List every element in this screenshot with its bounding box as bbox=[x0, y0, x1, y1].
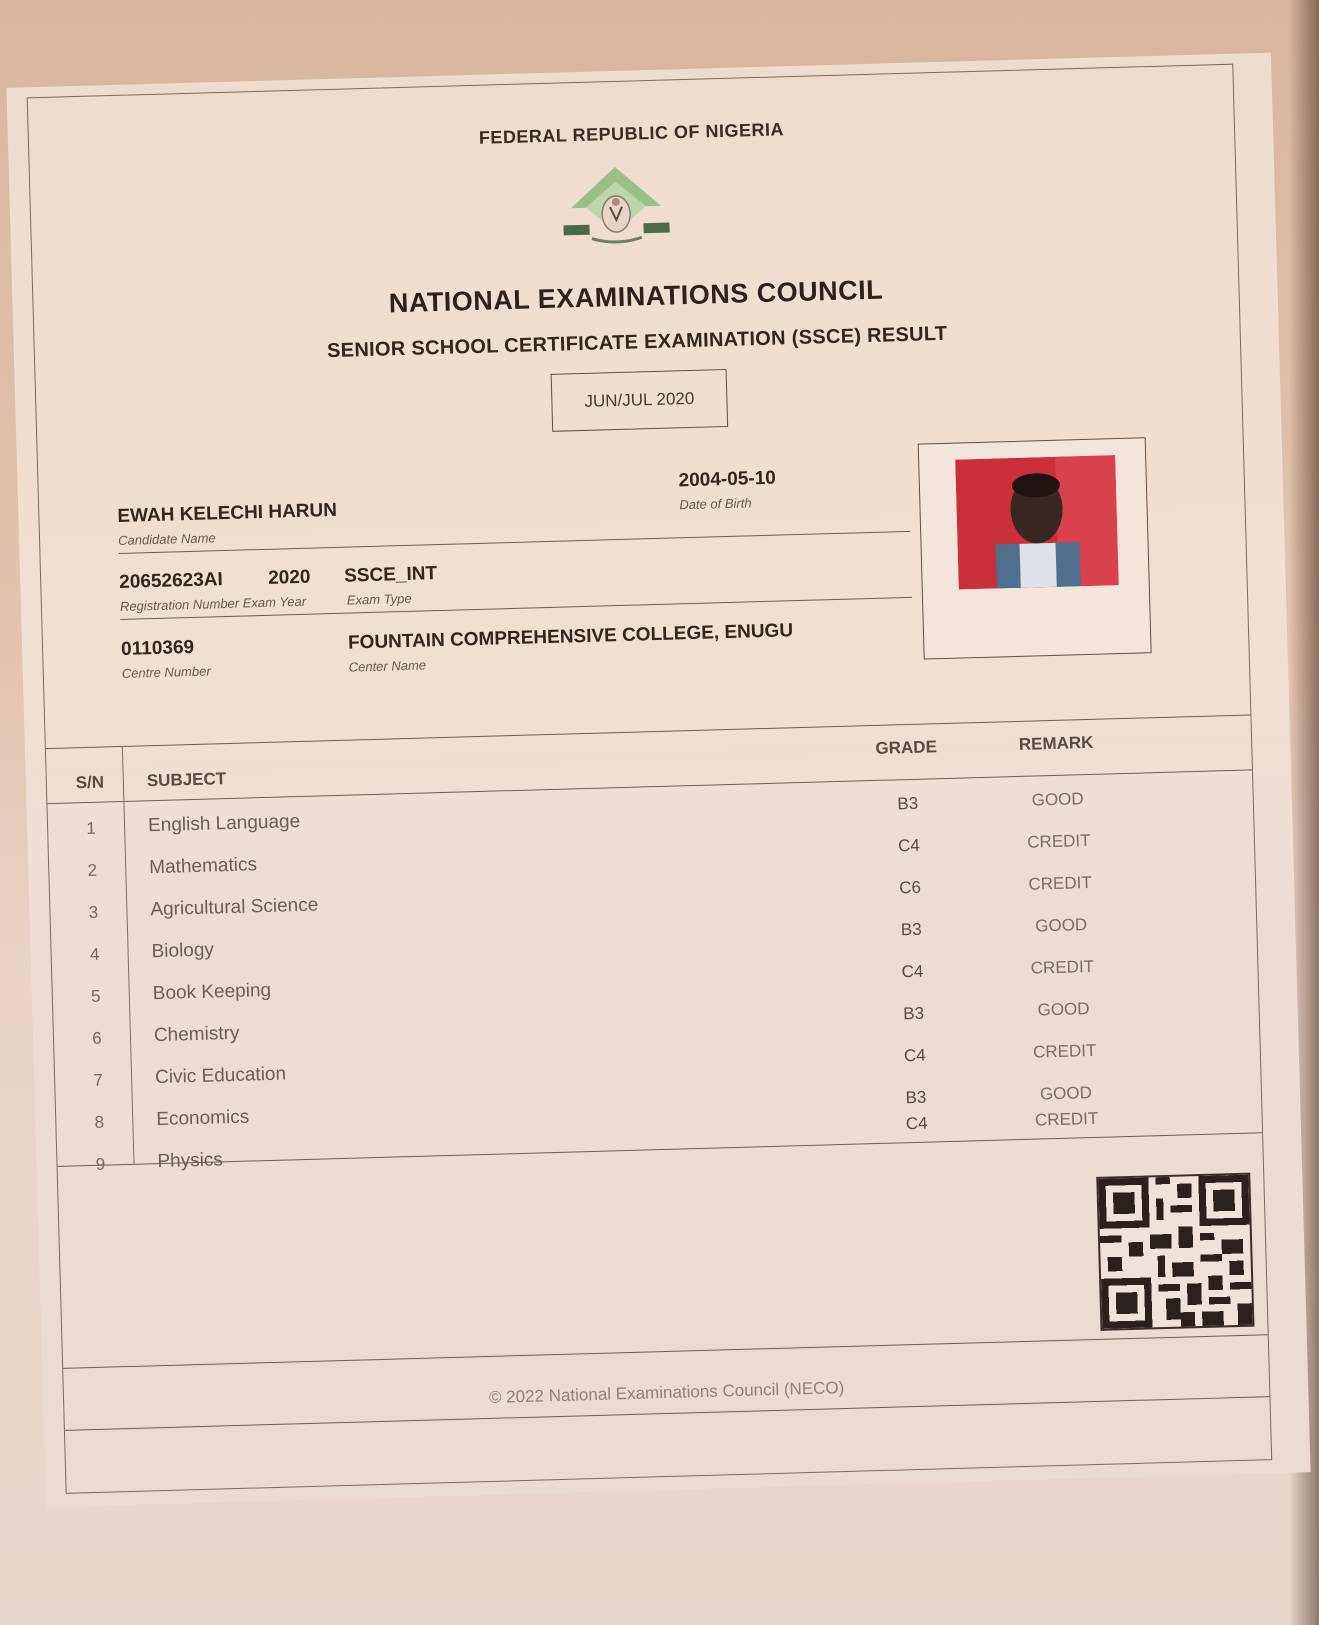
row-remark: GOOD bbox=[1039, 1083, 1093, 1104]
date-of-birth-label: Date of Birth bbox=[679, 495, 752, 513]
row-subject: Agricultural Science bbox=[150, 894, 319, 921]
row-sn: 1 bbox=[86, 818, 97, 838]
row-subject: Book Keeping bbox=[152, 979, 272, 1005]
date-of-birth: 2004-05-10 bbox=[678, 467, 777, 492]
row-remark: GOOD bbox=[1034, 915, 1088, 936]
row-grade: C4 bbox=[905, 1113, 928, 1134]
exam-type-label: Exam Type bbox=[346, 590, 412, 608]
row-sn: 2 bbox=[87, 860, 98, 880]
row-sn: 7 bbox=[93, 1070, 104, 1090]
registration-number: 20652623AI bbox=[118, 569, 224, 593]
result-sheet bbox=[6, 53, 1310, 1508]
coat-of-arms-emblem bbox=[560, 160, 672, 253]
header-remark: REMARK bbox=[1018, 732, 1094, 754]
row-grade: C4 bbox=[901, 961, 924, 982]
row-grade: C4 bbox=[897, 835, 921, 856]
header-sn: S/N bbox=[75, 772, 105, 793]
row-grade: B3 bbox=[900, 919, 922, 940]
row-remark: GOOD bbox=[1031, 789, 1084, 810]
header-subject: SUBJECT bbox=[146, 769, 227, 791]
row-grade: B3 bbox=[897, 793, 919, 814]
header-grade: GRADE bbox=[875, 737, 938, 758]
row-sn: 8 bbox=[94, 1112, 105, 1132]
centre-number: 0110369 bbox=[120, 636, 195, 660]
row-subject: Economics bbox=[155, 1106, 250, 1131]
row-subject: Civic Education bbox=[154, 1063, 287, 1089]
divider bbox=[118, 531, 910, 554]
row-grade: B3 bbox=[902, 1003, 925, 1024]
row-subject: Physics bbox=[157, 1149, 224, 1173]
row-grade: C4 bbox=[903, 1045, 926, 1066]
row-subject: Chemistry bbox=[153, 1022, 240, 1047]
qr-code bbox=[1096, 1173, 1254, 1331]
exam-session: JUN/JUL 2020 bbox=[584, 388, 695, 411]
row-sn: 5 bbox=[90, 986, 101, 1006]
copyright-footer: © 2022 National Examinations Council (NECO) bbox=[488, 1378, 845, 1407]
row-grade: C6 bbox=[898, 877, 922, 898]
table-column-divider bbox=[122, 746, 135, 1164]
council-name: NATIONAL EXAMINATIONS COUNCIL bbox=[388, 274, 884, 319]
exam-year: 2020 bbox=[267, 566, 311, 589]
exam-type: SSCE_INT bbox=[343, 563, 438, 587]
row-grade: B3 bbox=[905, 1087, 927, 1108]
row-subject: Biology bbox=[151, 939, 215, 963]
centre-number-label: Centre Number bbox=[121, 663, 211, 681]
registration-label: Registration Number Exam Year bbox=[119, 593, 307, 614]
row-sn: 6 bbox=[91, 1028, 102, 1048]
row-subject: English Language bbox=[147, 811, 301, 837]
centre-name: FOUNTAIN COMPREHENSIVE COLLEGE, ENUGU bbox=[347, 620, 794, 654]
centre-name-label: Center Name bbox=[348, 657, 427, 675]
candidate-name-label: Candidate Name bbox=[117, 530, 216, 548]
candidate-name: EWAH KELECHI HARUN bbox=[117, 499, 338, 528]
row-remark: GOOD bbox=[1037, 999, 1090, 1020]
row-remark: CREDIT bbox=[1026, 830, 1091, 852]
row-subject: Mathematics bbox=[148, 854, 258, 879]
passport-photo bbox=[955, 455, 1119, 589]
row-remark: CREDIT bbox=[1034, 1108, 1099, 1130]
exam-session-box bbox=[551, 369, 729, 432]
row-remark: CREDIT bbox=[1032, 1040, 1097, 1062]
country-title: FEDERAL REPUBLIC OF NIGERIA bbox=[478, 119, 785, 148]
row-remark: CREDIT bbox=[1028, 872, 1092, 894]
row-sn: 3 bbox=[88, 902, 99, 922]
document-frame bbox=[27, 64, 1273, 1494]
footer-top-border bbox=[63, 1334, 1268, 1369]
row-sn: 9 bbox=[95, 1154, 106, 1174]
row-remark: CREDIT bbox=[1030, 956, 1095, 978]
table-bottom-border bbox=[58, 1132, 1263, 1167]
row-sn: 4 bbox=[89, 944, 100, 964]
result-title: SENIOR SCHOOL CERTIFICATE EXAMINATION (SSCE) RESULT bbox=[326, 322, 948, 363]
passport-photo-frame bbox=[918, 437, 1152, 659]
